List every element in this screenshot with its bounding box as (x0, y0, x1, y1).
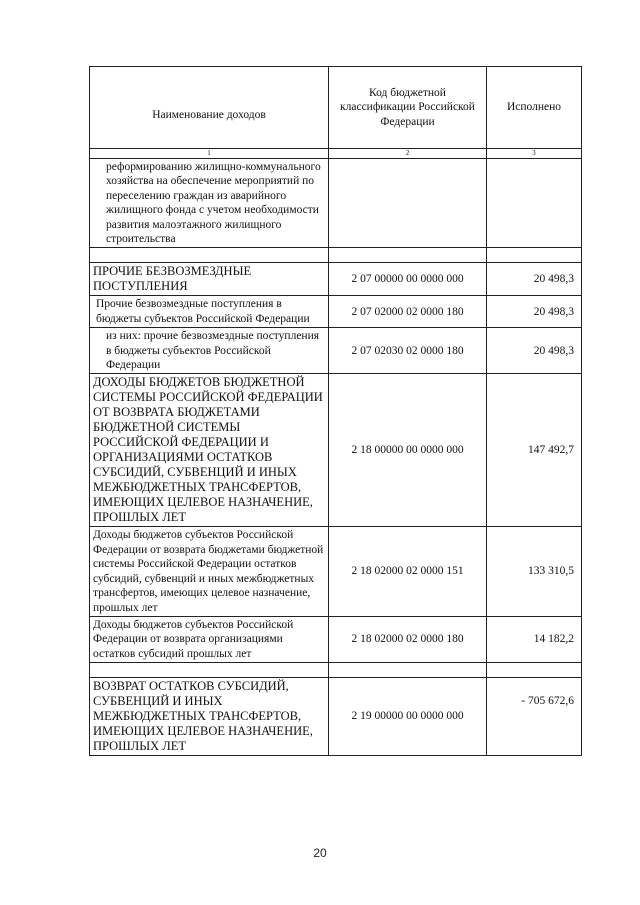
table-row (90, 678, 582, 756)
row-amount: 20 498,3 (487, 263, 582, 296)
header-classification-code: Код бюджетной классификации Российской Федерации (329, 67, 487, 149)
row-name: ДОХОДЫ БЮДЖЕТОВ БЮДЖЕТНОЙ СИСТЕМЫ РОССИЙСКОЙ ФЕДЕРАЦИИ ОТ ВОЗВРАТА БЮДЖЕТАМИ БЮДЖЕТНОЙ СИСТЕМЫ РОССИЙСКОЙ ФЕДЕРАЦИИ И ОРГАНИЗАЦИЯМИ ОСТАТКОВ СУБСИДИЙ, СУБВЕНЦИЙ И ИНЫХ МЕЖБЮДЖЕТНЫХ ТРАНСФЕРТОВ, ИМЕЮЩИХ ЦЕЛЕВОЕ НАЗНАЧЕНИЕ, ПРОШЛЫХ ЛЕТ (90, 374, 329, 527)
row-name: Прочие безвозмездные поступления в бюджеты субъектов Российской Федерации (90, 296, 329, 328)
table-row-spacer (90, 248, 582, 263)
row-amount: 20 498,3 (487, 328, 582, 374)
row-amount (487, 663, 582, 678)
revenue-table (89, 66, 582, 756)
table-row (90, 328, 582, 374)
table-row (90, 527, 582, 616)
page-number: 20 (313, 846, 327, 860)
row-name: реформированию жилищно-коммунального хозяйства на обеспечение мероприятий по переселению граждан из аварийного жилищного фонда с учетом необходимости развития малоэтажного жилищного строительства (90, 159, 329, 248)
row-name: ПРОЧИЕ БЕЗВОЗМЕЗДНЫЕ ПОСТУПЛЕНИЯ (90, 263, 329, 296)
table-row (90, 374, 582, 527)
row-amount: 20 498,3 (487, 296, 582, 328)
row-amount (487, 248, 582, 263)
table-row (90, 263, 582, 296)
table-row (90, 616, 582, 662)
row-code (329, 248, 487, 263)
row-amount: 133 310,5 (487, 527, 582, 616)
row-name: Доходы бюджетов субъектов Российской Федерации от возврата организациями остатков субсидий прошлых лет (90, 616, 329, 662)
table-row (90, 296, 582, 328)
row-code: 2 07 02030 02 0000 180 (329, 328, 487, 374)
row-code: 2 07 02000 02 0000 180 (329, 296, 487, 328)
row-amount: 14 182,2 (487, 616, 582, 662)
header-income-name: Наименование доходов (90, 67, 329, 149)
row-amount: 147 492,7 (487, 374, 582, 527)
column-number-3: 3 (487, 149, 582, 159)
row-code (329, 159, 487, 248)
row-code: 2 18 00000 00 0000 000 (329, 374, 487, 527)
row-code (329, 663, 487, 678)
table-header-row (90, 67, 582, 149)
row-code: 2 18 02000 02 0000 180 (329, 616, 487, 662)
table-row (90, 159, 582, 248)
column-number-row (90, 149, 582, 159)
header-executed: Исполнено (487, 67, 582, 149)
row-code: 2 18 02000 02 0000 151 (329, 527, 487, 616)
row-name: ВОЗВРАТ ОСТАТКОВ СУБСИДИЙ, СУБВЕНЦИЙ И ИНЫХ МЕЖБЮДЖЕТНЫХ ТРАНСФЕРТОВ, ИМЕЮЩИХ ЦЕЛЕВОЕ НАЗНАЧЕНИЕ, ПРОШЛЫХ ЛЕТ (90, 678, 329, 756)
row-amount: - 705 672,6 (487, 678, 582, 756)
column-number-1: 1 (90, 149, 329, 159)
row-name: Доходы бюджетов субъектов Российской Федерации от возврата бюджетами бюджетной системы Российской Федерации остатков субсидий, субвенций и иных межбюджетных трансфертов, имеющих целевое назначение, прошлых лет (90, 527, 329, 616)
row-code: 2 07 00000 00 0000 000 (329, 263, 487, 296)
row-amount (487, 159, 582, 248)
column-number-2: 2 (329, 149, 487, 159)
row-name (90, 663, 329, 678)
table-row-spacer (90, 663, 582, 678)
row-name: из них: прочие безвозмездные поступления в бюджеты субъектов Российской Федерации (90, 328, 329, 374)
row-name (90, 248, 329, 263)
row-code: 2 19 00000 00 0000 000 (329, 678, 487, 756)
